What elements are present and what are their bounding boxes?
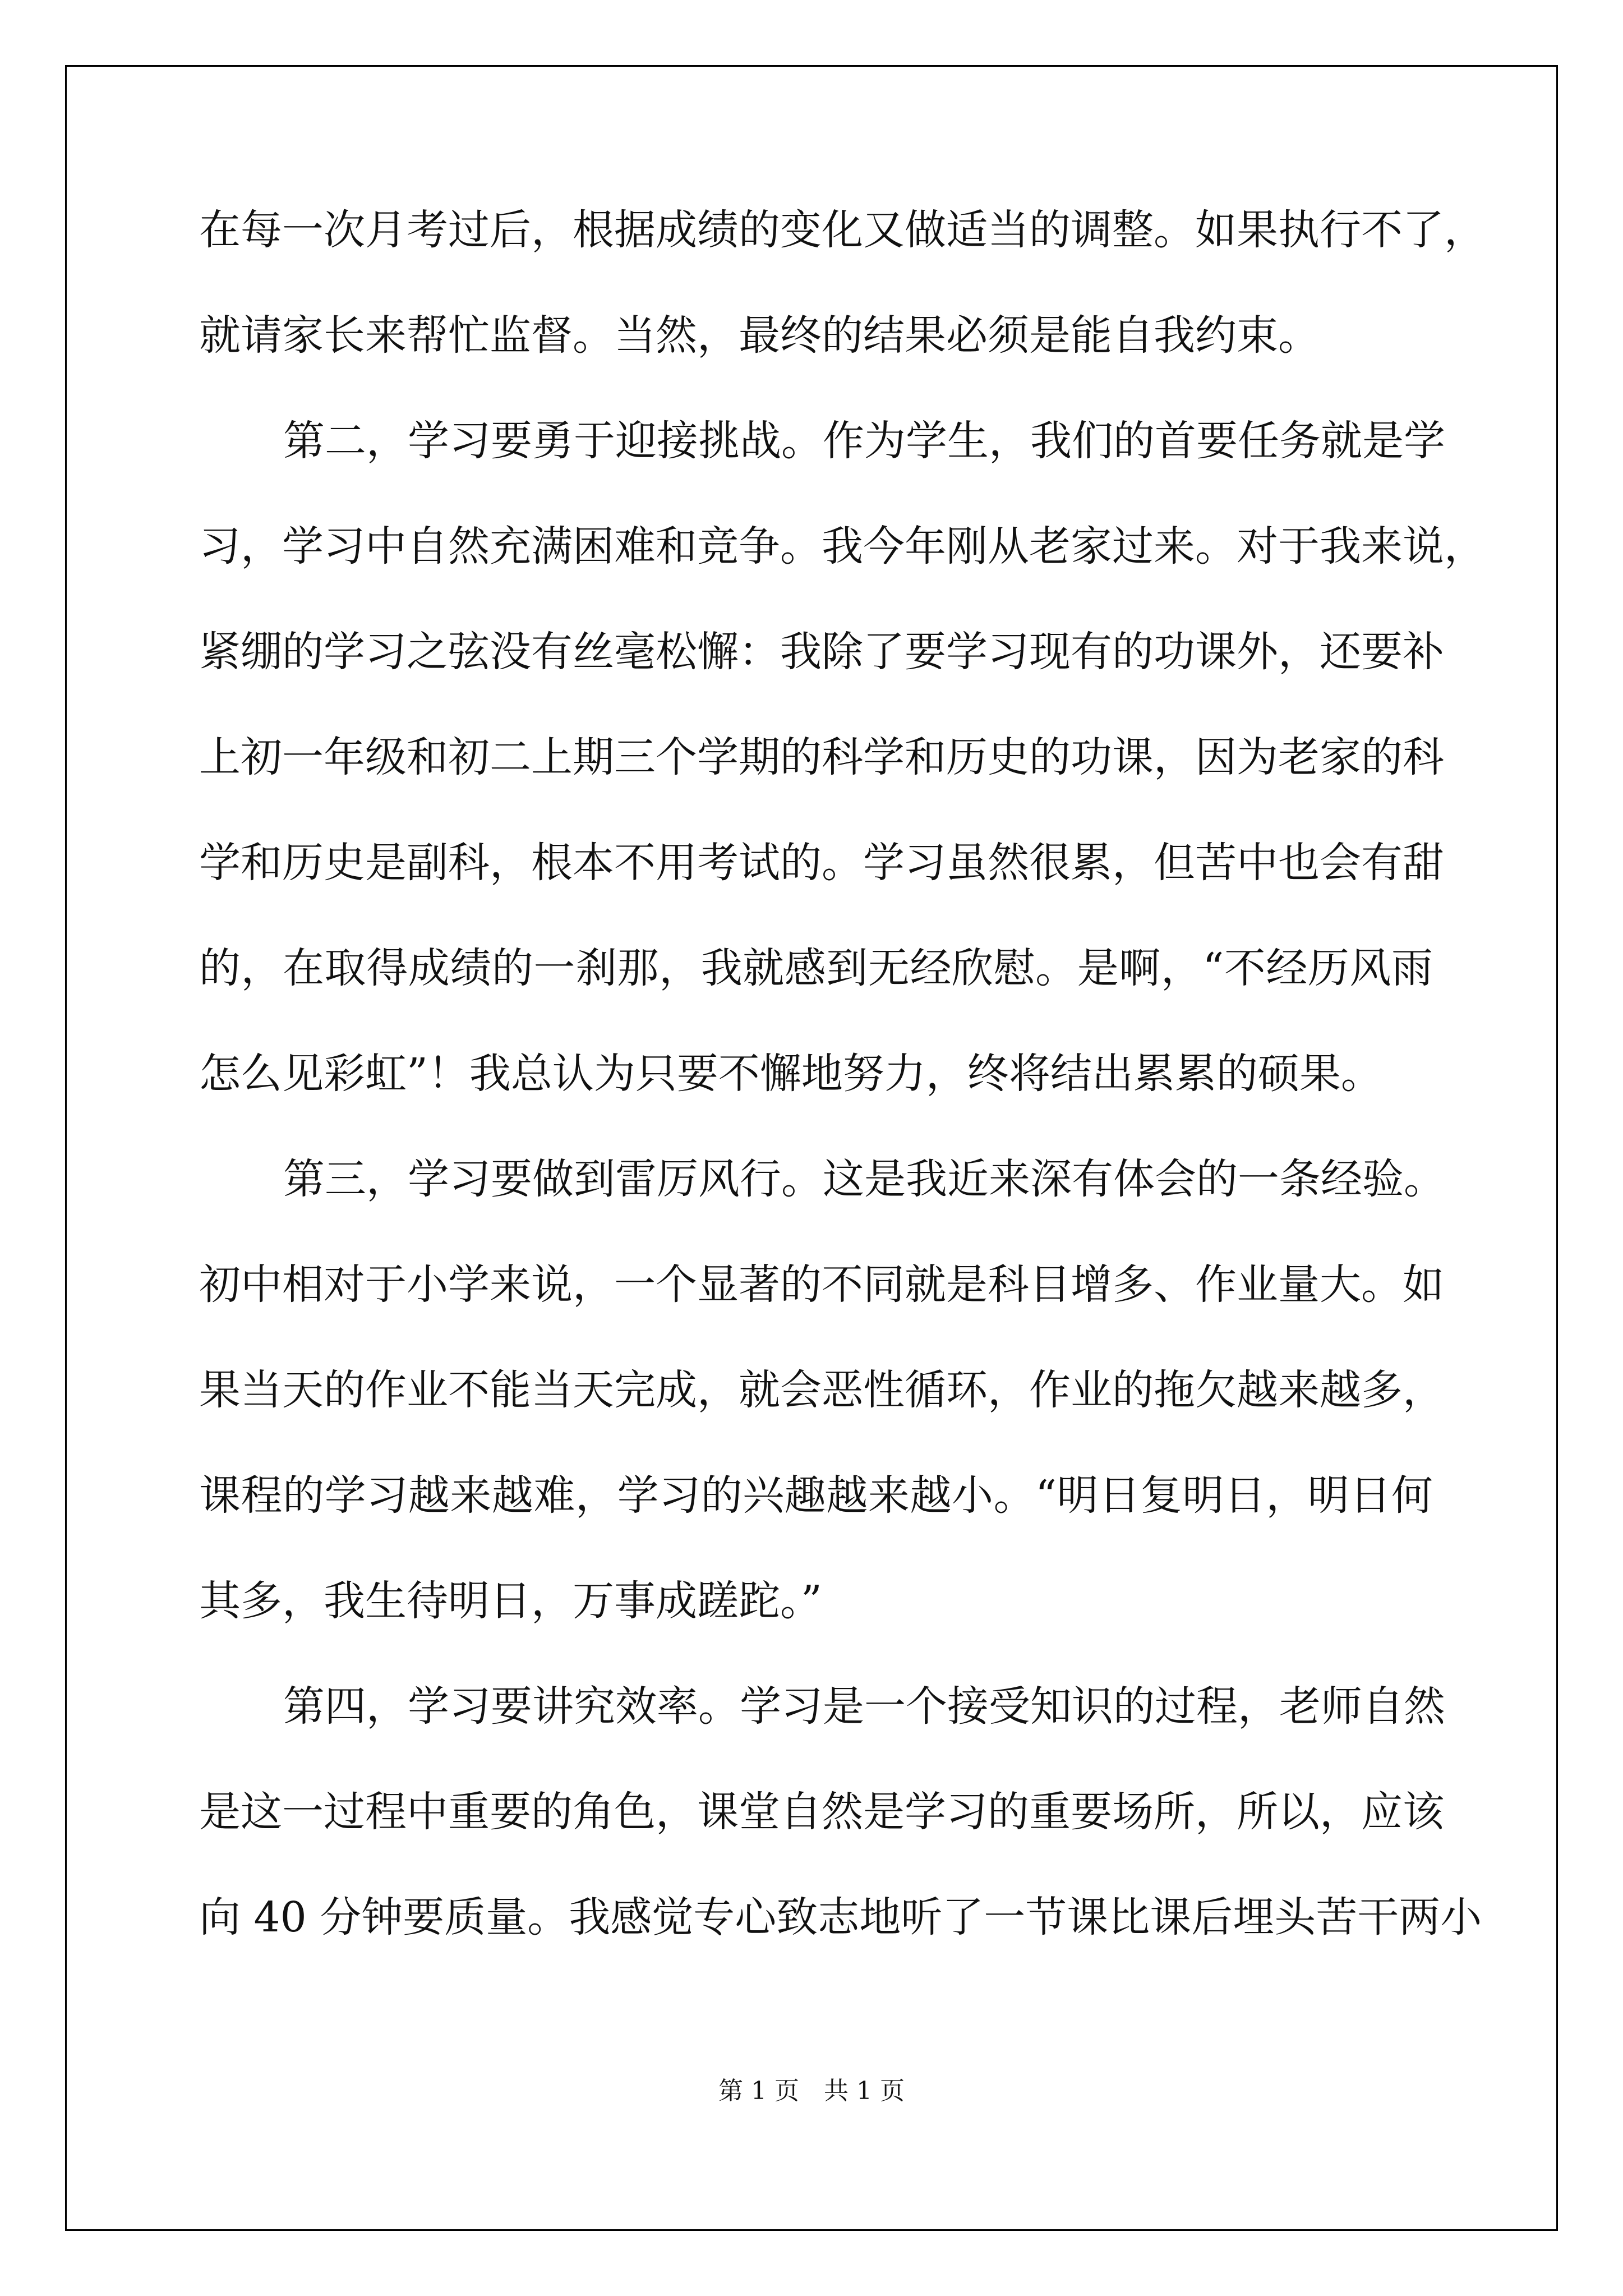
text-line: 上初一年级和初二上期三个学期的科学和历史的功课，因为老家的科 [199, 733, 1444, 781]
text-line: 向 40 分钟要质量。我感觉专心致志地听了一节课比课后埋头苦干两小 [199, 1893, 1482, 1941]
text-line: 初中相对于小学来说，一个显著的不同就是科目增多、作业量大。如 [199, 1260, 1444, 1309]
page-total: 共 1 页 [824, 2077, 905, 2105]
text-line: 课程的学习越来越难，学习的兴趣越来越小。“明日复明日，明日何 [199, 1471, 1433, 1520]
paragraph-start-line: 第四，学习要讲究效率。学习是一个接受知识的过程，老师自然 [283, 1682, 1445, 1731]
page-footer [0, 2074, 1623, 2108]
text-line: 在每一次月考过后，根据成绩的变化又做适当的调整。如果执行不了， [199, 206, 1486, 254]
paragraph-start-line: 第二，学习要勇于迎接挑战。作为学生，我们的首要任务就是学 [283, 417, 1445, 465]
text-line: 果当天的作业不能当天完成，就会恶性循环，作业的拖欠越来越多， [199, 1366, 1444, 1414]
text-line: 其多，我生待明日，万事成蹉跎。” [199, 1577, 822, 1625]
text-line: 习，学习中自然充满困难和竞争。我今年刚从老家过来。对于我来说， [199, 522, 1486, 570]
text-line: 的，在取得成绩的一刹那，我就感到无经欣慰。是啊，“不经历风雨 [199, 944, 1433, 992]
text-line: 怎么见彩虹”！我总认为只要不懈地努力，终将结出累累的硕果。 [199, 1050, 1382, 1098]
paragraph-start-line: 第三，学习要做到雷厉风行。这是我近来深有体会的一条经验。 [283, 1155, 1445, 1203]
text-line: 学和历史是副科，根本不用考试的。学习虽然很累，但苦中也会有甜 [199, 839, 1444, 887]
text-line: 是这一过程中重要的角色，课堂自然是学习的重要场所，所以，应该 [199, 1788, 1444, 1836]
page-number: 第 1 页 [718, 2077, 799, 2105]
text-line: 就请家长来帮忙监督。当然，最终的结果必须是能自我约束。 [199, 311, 1320, 360]
text-line: 紧绷的学习之弦没有丝毫松懈：我除了要学习现有的功课外，还要补 [199, 628, 1444, 676]
